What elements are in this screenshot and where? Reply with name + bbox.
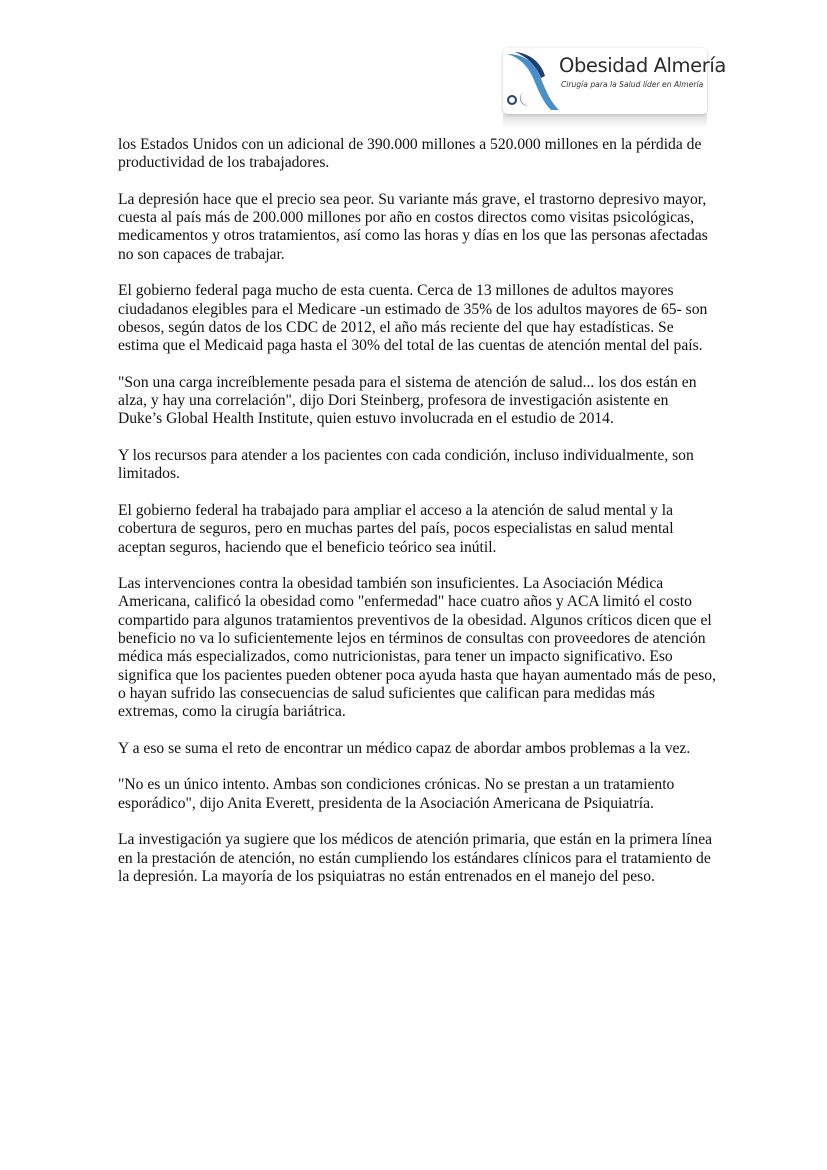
- paragraph: "No es un único intento. Ambas son condiciones crónicas. No se prestan a un tratamiento esporádico", dijo Anita Everett, presidenta de la Asociación Americana de Psiquiatría.: [118, 776, 675, 812]
- paragraph: El gobierno federal paga mucho de esta cuenta. Cerca de 13 millones de adultos mayores ciudadanos elegibles para el Medicare -un estimado de 35% de los adultos mayores de 65- son obesos, según datos de los CDC de 2012, el año más reciente del que hay estadísticas. Se estima que el Medicaid paga hasta el 30% del total de las cuentas de atención mental del país.: [118, 282, 708, 355]
- logo-reflection: [503, 114, 707, 128]
- paragraph: La investigación ya sugiere que los médicos de atención primaria, que están en la primera línea en la prestación de atención, no están cumpliendo los estándares clínicos para el tratamiento de la depresión. La mayoría de los psiquiatras no están entrenados en el manejo del peso.: [118, 831, 713, 885]
- paragraph: La depresión hace que el precio sea peor. Su variante más grave, el trastorno depresivo mayor, cuesta al país más de 200.000 millones por año en costos directos como visitas psicológicas, medicamentos y otros tratamientos, así como las horas y días en los que las personas afectadas no son capaces de trabajar.: [118, 190, 708, 263]
- paragraph: los Estados Unidos con un adicional de 390.000 millones a 520.000 millones en la pérdida de productividad de los trabajadores.: [118, 136, 702, 172]
- logo-subtitle: Cirugía para la Salud líder en Almería: [561, 80, 704, 89]
- paragraph: Las intervenciones contra la obesidad también son insuficientes. La Asociación Médica Americana, calificó la obesidad como "enfermedad" hace cuatro años y ACA limitó el costo compartido para algunos tratamientos preventivos de la obesidad. Algunos críticos dicen que el beneficio no va lo suficientemente lejos en términos de consultas con proveedores de atención médica más especializados, como nutricionistas, para tener un impacto significativo. Eso significa que los pacientes pueden obtener poca ayuda hasta que hayan aumentado más de peso, o hayan sufrido las consecuencias de salud suficientes que califican para medidas más extremas, como la cirugía bariátrica.: [118, 575, 716, 721]
- logo-title: Obesidad Almería: [559, 54, 726, 77]
- paragraph: Y los recursos para atender a los pacientes con cada condición, incluso individualmente, son limitados.: [118, 447, 694, 483]
- paragraph: Y a eso se suma el reto de encontrar un médico capaz de abordar ambos problemas a la vez.: [118, 739, 691, 757]
- document-body: [118, 136, 716, 904]
- logo-swoosh-icon: [503, 48, 563, 114]
- paragraph: El gobierno federal ha trabajado para ampliar el acceso a la atención de salud mental y la cobertura de seguros, pero en muchas partes del país, pocos especialistas en salud mental aceptan seguros, haciendo que el beneficio teórico sea inútil.: [118, 501, 674, 556]
- paragraph: "Son una carga increíblemente pesada para el sistema de atención de salud... los dos están en alza, y hay una correlación", dijo Dori Steinberg, profesora de investigación asistente en Duke’s Global Health Institute, quien estuvo involucrada en el estudio de 2014.: [118, 373, 697, 428]
- logo: [503, 46, 726, 128]
